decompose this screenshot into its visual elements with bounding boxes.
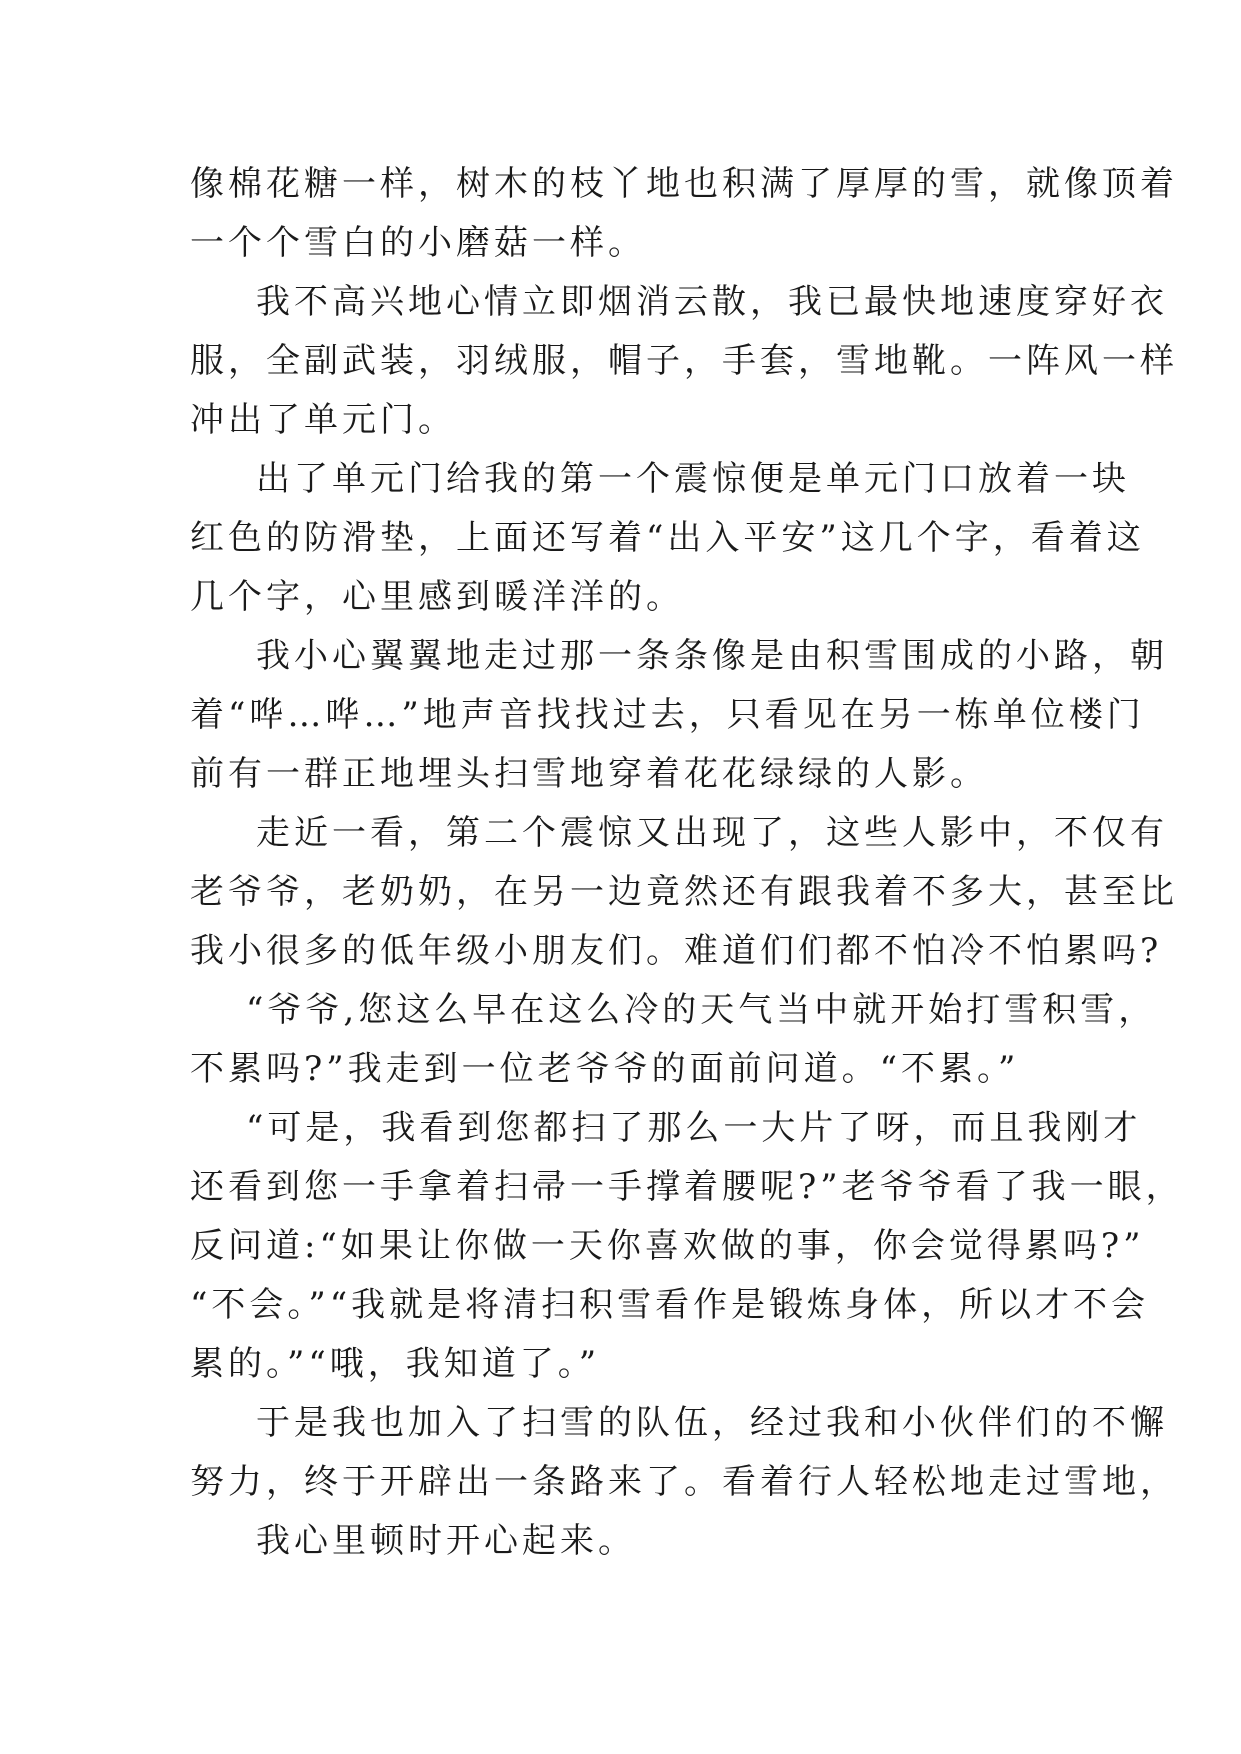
text-line: 一个个雪白的小磨菇一样。 bbox=[190, 223, 646, 263]
text-line: 老爷爷，老奶奶，在另一边竟然还有跟我着不多大，甚至比 bbox=[190, 872, 1178, 912]
text-line: 我小心翼翼地走过那一条条像是由积雪围成的小路，朝 bbox=[256, 636, 1168, 676]
text-line: 出了单元门给我的第一个震惊便是单元门口放着一块 bbox=[256, 459, 1130, 499]
text-line: “不会。”“我就是将清扫积雪看作是锻炼身体，所以才不会 bbox=[190, 1285, 1150, 1325]
text-line: 冲出了单元门。 bbox=[190, 400, 456, 440]
text-line: 几个字，心里感到暖洋洋的。 bbox=[190, 577, 684, 617]
text-line: 反问道:“如果让你做一天你喜欢做的事，你会觉得累吗?” bbox=[190, 1226, 1145, 1266]
text-line: 我心里顿时开心起来。 bbox=[256, 1521, 636, 1561]
text-line: 累的。”“哦，我知道了。” bbox=[190, 1344, 601, 1384]
text-line: 像棉花糖一样，树木的枝丫地也积满了厚厚的雪，就像顶着 bbox=[190, 164, 1178, 204]
text-line: 我不高兴地心情立即烟消云散，我已最快地速度穿好衣 bbox=[256, 282, 1168, 322]
text-line: 前有一群正地埋头扫雪地穿着花花绿绿的人影。 bbox=[190, 754, 988, 794]
text-line: 红色的防滑垫，上面还写着“出入平安”这几个字，看着这 bbox=[190, 518, 1145, 558]
text-line: “可是，我看到您都扫了那么一大片了呀，而且我刚才 bbox=[246, 1108, 1142, 1148]
text-line: 于是我也加入了扫雪的队伍，经过我和小伙伴们的不懈 bbox=[256, 1403, 1168, 1443]
text-line: 着“哗…哗…”地声音找找过去，只看见在另一栋单位楼门 bbox=[190, 695, 1145, 735]
text-line: 走近一看，第二个震惊又出现了，这些人影中，不仅有 bbox=[256, 813, 1168, 853]
text-line: 不累吗?”我走到一位老爷爷的面前问道。“不累。” bbox=[190, 1049, 1020, 1089]
text-line: “爷爷,您这么早在这么冷的天气当中就开始打雪积雪， bbox=[246, 990, 1157, 1030]
essay-body bbox=[190, 155, 1184, 1571]
text-line: 努力，终于开辟出一条路来了。看着行人轻松地走过雪地， bbox=[190, 1462, 1178, 1502]
text-line: 还看到您一手拿着扫帚一手撑着腰呢?”老爷爷看了我一眼， bbox=[190, 1167, 1184, 1207]
text-line: 我小很多的低年级小朋友们。难道们们都不怕冷不怕累吗? bbox=[190, 931, 1163, 971]
text-line: 服，全副武装，羽绒服，帽子，手套，雪地靴。一阵风一样 bbox=[190, 341, 1178, 381]
